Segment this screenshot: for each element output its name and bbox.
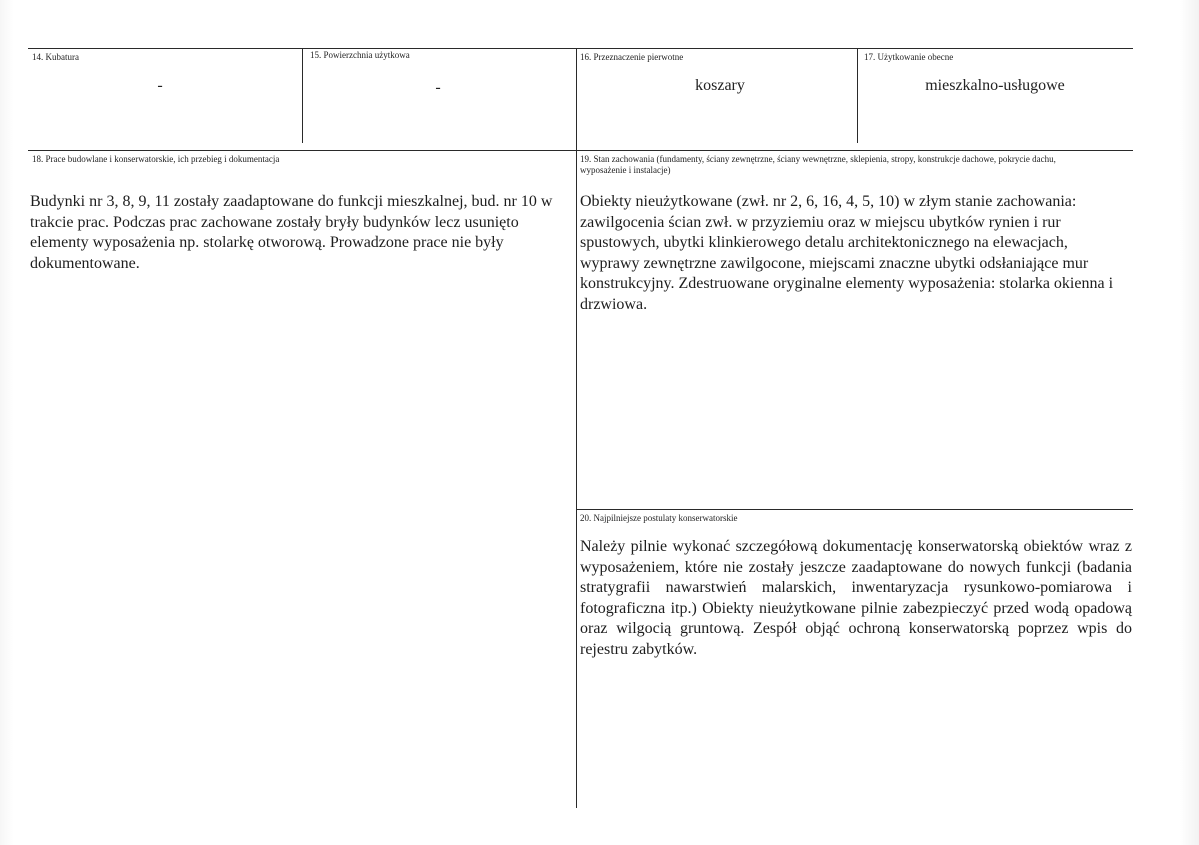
section-18-label: 18. Prace budowlane i konserwatorskie, ich przebieg i dokumentacja [32, 154, 280, 164]
section-20-label: 20. Najpilniejsze postulaty konserwatorskie [580, 513, 738, 523]
divider-14-15 [302, 48, 303, 143]
field-15-label: 15. Powierzchnia użytkowa [310, 50, 410, 60]
field-16-value: koszary [695, 77, 745, 94]
section-18-text: Budynki nr 3, 8, 9, 11 zostały zaadaptowane do funkcji mieszkalnej, bud. nr 10 w trakcie prac. Podczas prac zachowane zostały bryły budynków lecz usunięto elementy wyposażenia np. stolarkę otworową. Prowadzone prace nie były dokumentowane. [30, 193, 553, 272]
field-17-label: 17. Użytkowanie obecne [864, 52, 954, 62]
field-17-value: mieszkalno-usługowe [925, 77, 1065, 94]
field-16-label: 16. Przeznaczenie pierwotne [580, 52, 684, 62]
section-20-text: Należy pilnie wykonać szczegółową dokumentację konserwatorską obiektów wraz z wyposażeniem, które nie zostały jeszcze zaadaptowane do nowych funkcji (badania stratygrafii nawarstwień malarskich, inwentaryzacja rysunkowo-pomiarowa i fotograficzna itp.) Obiekty nieużytkowane pilnie zabezpieczyć przed wodą opadową oraz wilgocią gruntową. Zespół objąć ochroną konserwatorską poprzez wpis do rejestru zabytków. [580, 538, 1132, 658]
divider-16-17 [857, 48, 858, 143]
field-14-value: - [157, 77, 163, 94]
field-14-label: 14. Kubatura [32, 52, 79, 62]
field-15-value: - [435, 79, 441, 96]
section20-top-line [576, 509, 1133, 510]
row1-bottom-line [28, 150, 1133, 151]
top-border-line [28, 48, 1133, 49]
section-19-label: 19. Stan zachowania (fundamenty, ściany zewnętrzne, ściany wewnętrzne, sklepienia, stropy, konstrukcje dachowe, pokrycie dachu, wyposażenie i instalacje) [580, 154, 1056, 175]
section-19-text: Obiekty nieużytkowane (zwł. nr 2, 6, 16, 4, 5, 10) w złym stanie zachowania: zawilgocenia ścian zwł. w przyziemiu oraz w miejscu ubytków rynien i rur spustowych, ubytki klinkierowego detalu architektonicznego na elewacjach, wyprawy zewnętrzne zawilgocone, miejscami znaczne ubytki odsłaniające mur konstrukcyjny. Zdestruowane oryginalne elementy wyposażenia: stolarka okienna i drzwiowa. [580, 193, 1114, 313]
center-divider [576, 48, 577, 808]
